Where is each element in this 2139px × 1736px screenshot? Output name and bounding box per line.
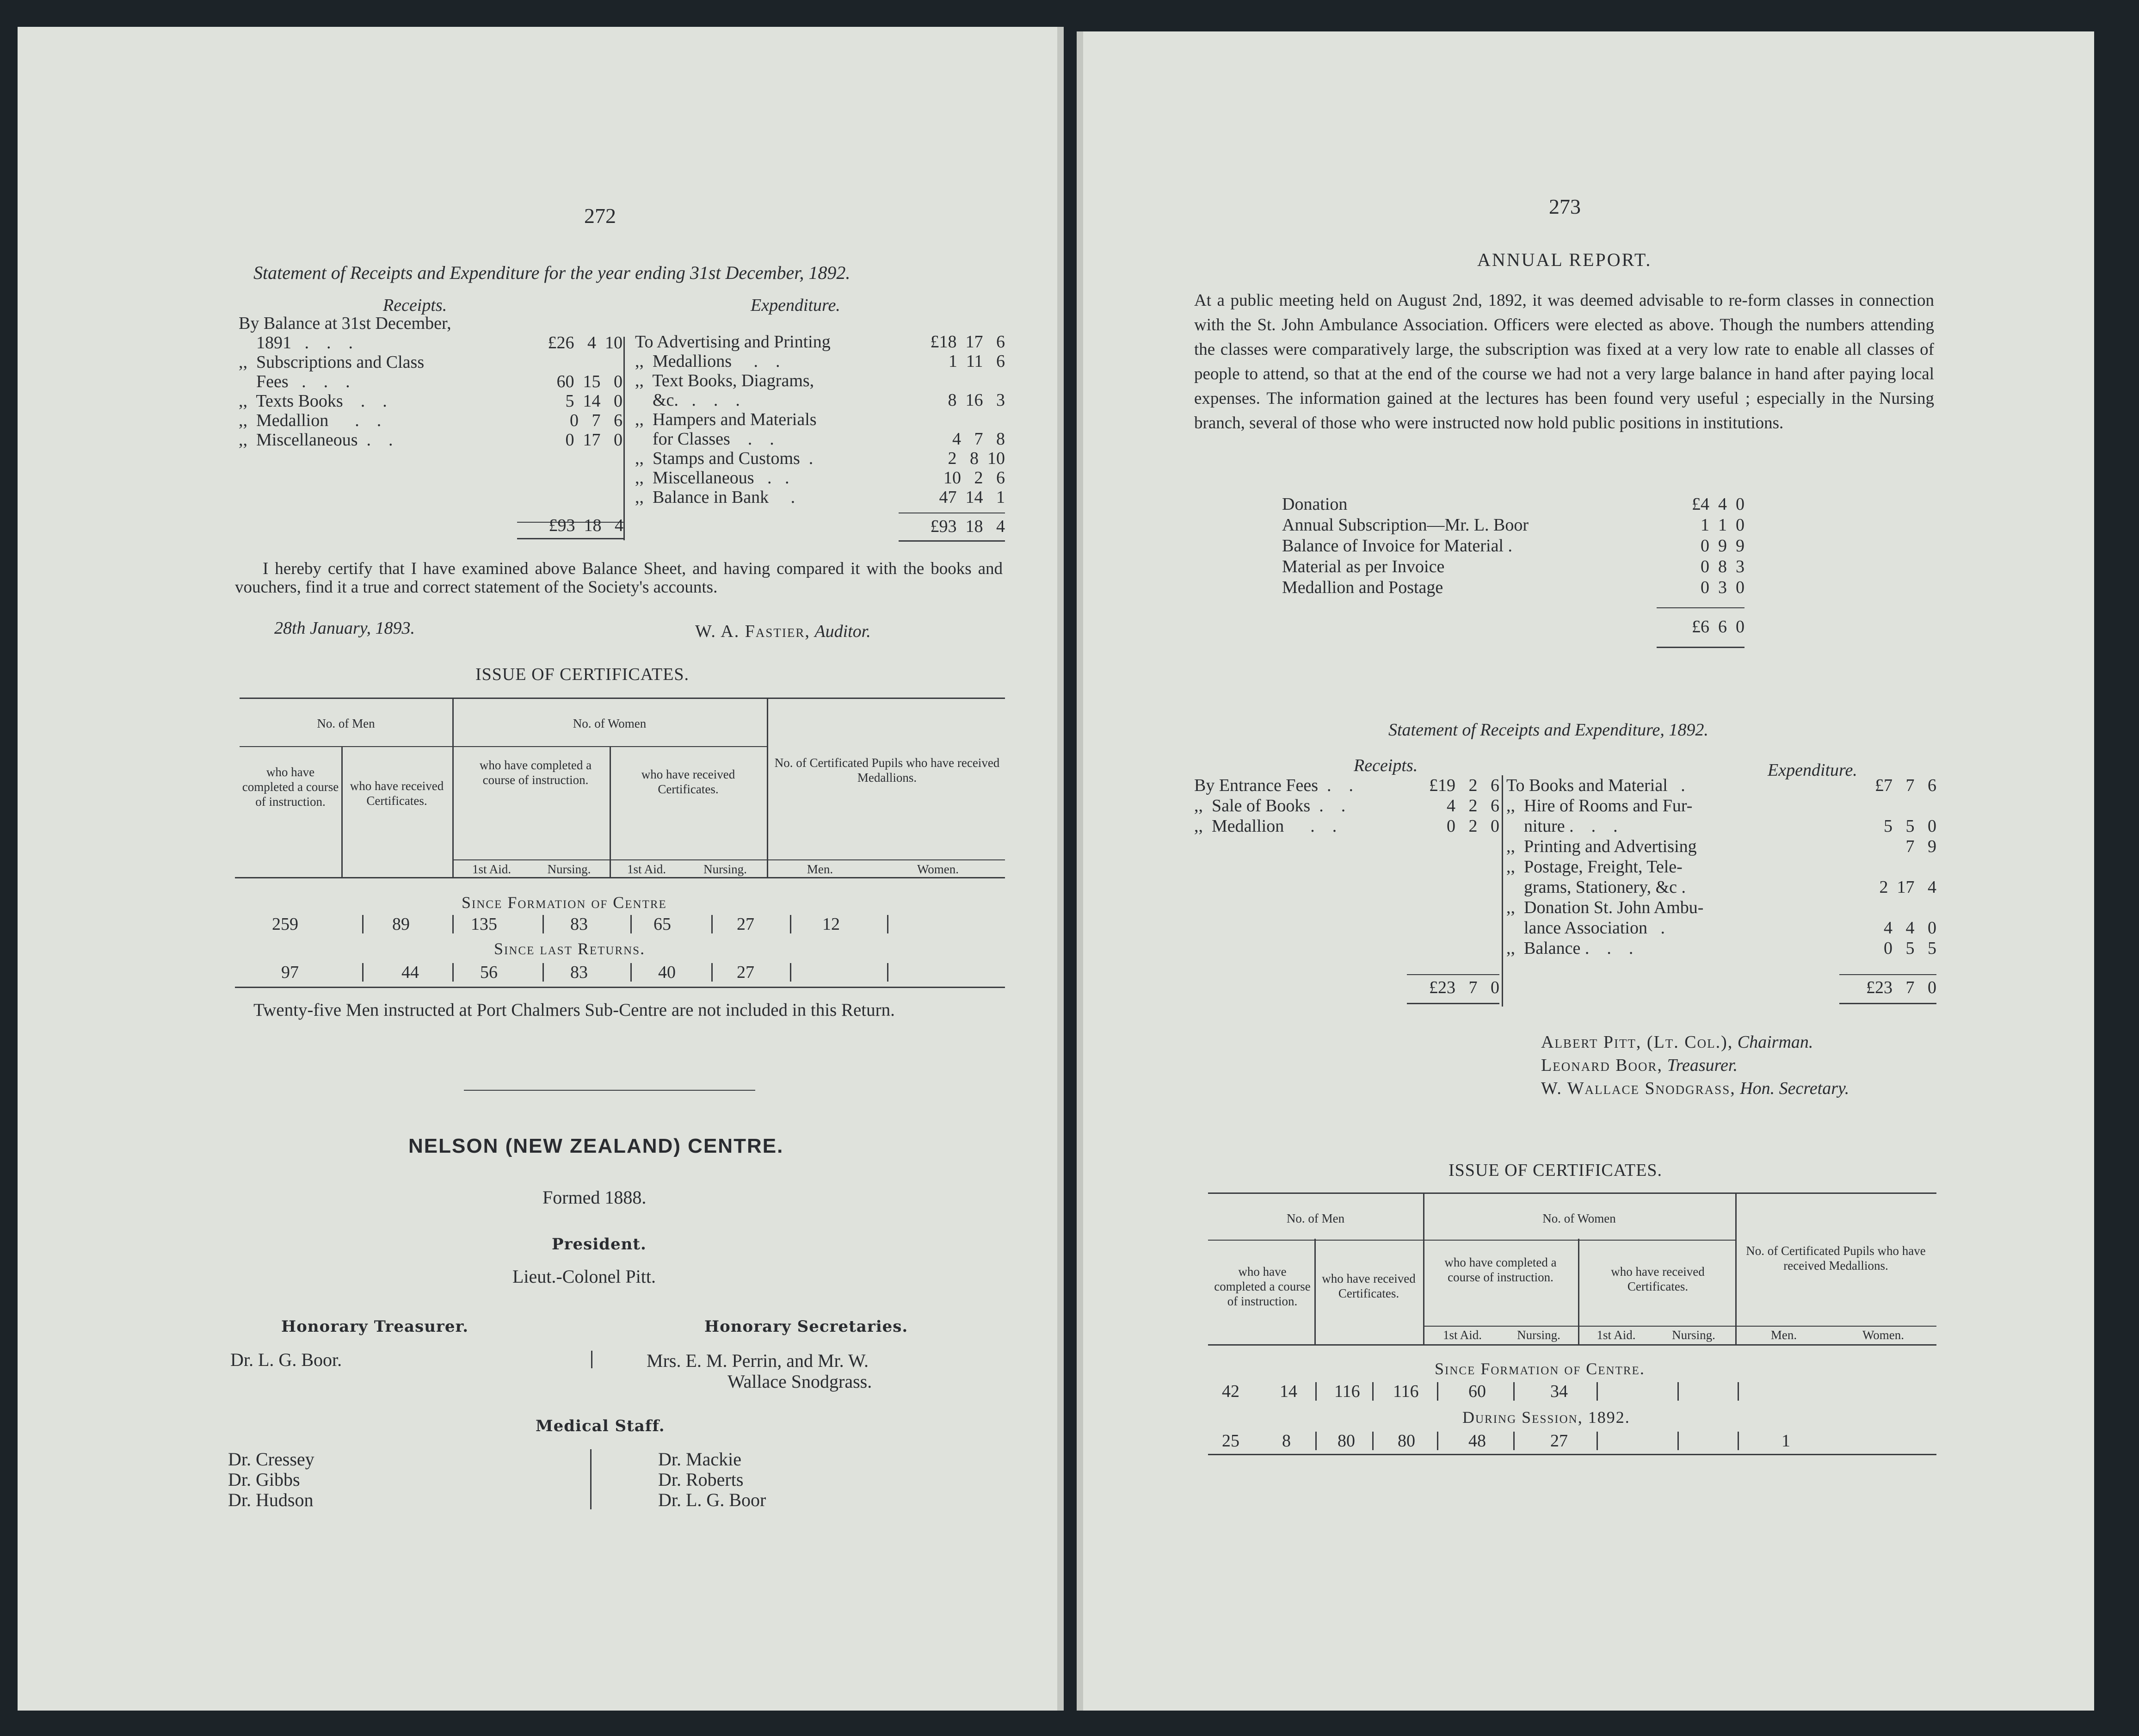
table-rule <box>452 746 767 747</box>
certificates-title: ISSUE OF CERTIFICATES. <box>1449 1161 1663 1180</box>
cell: 89 <box>392 914 410 934</box>
column-separator <box>1738 1382 1739 1401</box>
column-separator <box>362 963 364 982</box>
cell: 80 <box>1398 1431 1415 1451</box>
expenditure-row: grams, Stationery, &c . 2 17 4 <box>1506 877 1936 897</box>
auditor: W. A. Fastier, Auditor. <box>695 622 871 641</box>
column-separator <box>1372 1432 1374 1450</box>
table-end-rule <box>235 987 1005 988</box>
cell: 34 <box>1550 1382 1568 1401</box>
table-rule <box>1423 1326 1936 1327</box>
nursing-header: Nursing. <box>1672 1328 1715 1342</box>
expenditure-row: for Classes . . 4 7 8 <box>635 429 1005 449</box>
women-received-header: who have received Certificates. <box>1611 1265 1705 1293</box>
column-separator <box>1315 1432 1317 1450</box>
receipts-total-rule <box>517 538 623 539</box>
expenditure-row: &c. . . . 8 16 3 <box>635 390 1005 410</box>
expenditure-row: ,, Donation St. John Ambu- <box>1506 898 1704 917</box>
session-label: During Session, 1892. <box>1462 1408 1630 1427</box>
receipts-total: £93 18 4 <box>549 516 623 535</box>
cell: 8 <box>1282 1431 1291 1451</box>
medallions-header: No. of Certificated Pupils who have received Medallions. <box>1746 1244 1926 1273</box>
table-end-rule <box>1208 1454 1936 1455</box>
note: Twenty-five Men instructed at Port Chalmers Sub-Centre are not included in this Return. <box>253 1000 895 1020</box>
column-separator <box>452 963 454 982</box>
expenditure-row: ,, Balance in Bank . 47 14 1 <box>635 488 1005 507</box>
cell: 60 <box>1468 1382 1486 1401</box>
medical-staff-name: Dr. Roberts <box>658 1469 744 1490</box>
certificates-title: ISSUE OF CERTIFICATES. <box>475 665 690 684</box>
first-aid-header: 1st Aid. <box>1597 1328 1636 1342</box>
expenditure-row: lance Association . 4 4 0 <box>1506 918 1936 938</box>
column-separator <box>1437 1382 1438 1401</box>
column-separator <box>887 915 888 933</box>
women-received-header: who have received Certificates. <box>641 767 735 796</box>
table-divider <box>1578 1239 1579 1345</box>
expenditure-row: ,, Hampers and Materials <box>635 410 817 429</box>
signatories <box>1541 1031 1849 1100</box>
column-separator <box>790 963 791 982</box>
men-completed-header: who have completed a course of instruction. <box>242 765 339 809</box>
table-bottom-rule <box>235 877 1005 878</box>
receipt-row: ,, Subscriptions and Class <box>239 352 425 372</box>
nursing-header: Nursing. <box>547 862 591 876</box>
cell: 14 <box>1280 1382 1297 1401</box>
right-page <box>1077 31 2094 1711</box>
column-separator <box>362 915 364 933</box>
table-bottom-rule <box>1208 1344 1936 1346</box>
expenditure-heading: Expenditure. <box>751 296 840 315</box>
men-completed-header: who have completed a course of instruction. <box>1214 1265 1311 1308</box>
cell: 27 <box>1550 1431 1568 1451</box>
expenditure-list <box>616 332 1005 507</box>
column-separator <box>542 963 544 982</box>
medical-heading: Medical Staff. <box>536 1417 665 1435</box>
donation-row: Donation £4 4 0 <box>1282 494 1744 514</box>
column-separator <box>711 915 713 933</box>
table-divider <box>767 698 768 878</box>
donations-total: £6 6 0 <box>1692 617 1744 636</box>
donation-row: Balance of Invoice for Material . 0 9 9 <box>1282 536 1744 556</box>
expenditure-row: ,, Text Books, Diagrams, <box>635 371 814 390</box>
women-completed-header: who have completed a course of instruction. <box>1444 1255 1557 1284</box>
cell: 65 <box>653 914 671 934</box>
treasurer-heading: Honorary Treasurer. <box>281 1317 469 1336</box>
since-formation-label: Since Formation of Centre. <box>1435 1359 1645 1378</box>
expenditure-row: ,, Miscellaneous . . 10 2 6 <box>635 468 1005 488</box>
receipt-row: ,, Medallion . . 0 7 6 <box>239 411 623 430</box>
nursing-header: Nursing. <box>1517 1328 1560 1342</box>
medical-staff-name: Dr. Hudson <box>228 1489 314 1510</box>
expenditure-total-rule <box>899 540 1005 542</box>
receipts-list <box>1194 775 1499 836</box>
men-col-header: Men. <box>1770 1328 1797 1342</box>
men-header: No. of Men <box>317 717 375 730</box>
medical-staff-name: Dr. Gibbs <box>228 1469 300 1490</box>
cell: 12 <box>822 914 840 934</box>
certify-paragraph: I hereby certify that I have examined above Balance Sheet, and having compared it with the books and vouchers, find it a true and correct statement of the Society's accounts. <box>235 559 1003 597</box>
cell: 1 <box>1781 1431 1790 1451</box>
cell: 56 <box>480 963 498 982</box>
medical-staff-name: Dr. Mackie <box>658 1449 741 1470</box>
cell: 97 <box>281 963 299 982</box>
women-header: No. of Women <box>573 717 647 730</box>
donation-row: Medallion and Postage 0 3 0 <box>1282 578 1744 597</box>
receipts-heading: Receipts. <box>1354 756 1418 775</box>
page-number: 273 <box>1549 195 1581 218</box>
first-aid-header: 1st Aid. <box>1442 1328 1482 1342</box>
certify-date: 28th January, 1893. <box>274 618 415 638</box>
table-rule <box>1423 1240 1735 1241</box>
expenditure-row: ,, Medallions . . 1 11 6 <box>635 352 1005 371</box>
table-top-rule <box>1208 1192 1936 1194</box>
statement-title: Statement of Receipts and Expenditure, 1892. <box>1388 720 1708 740</box>
donation-row: Material as per Invoice 0 8 3 <box>1282 557 1744 576</box>
donations-total-rule <box>1657 647 1744 648</box>
since-formation-label: Since Formation of Centre <box>462 893 667 912</box>
women-completed-header: who have completed a course of instruction. <box>479 758 592 787</box>
medical-right <box>658 1449 766 1510</box>
medical-left <box>228 1449 314 1510</box>
receipt-row: 1891 . . . £26 4 10 <box>239 333 623 352</box>
column-separator <box>1738 1432 1739 1450</box>
divider <box>591 1351 592 1368</box>
signatory: W. Wallace Snodgrass, Hon. Secretary. <box>1541 1079 1849 1098</box>
expenditure-row: ,, Postage, Freight, Tele- <box>1506 857 1683 877</box>
expenditure-sum-rule <box>1839 974 1936 975</box>
medical-staff-name: Dr. L. G. Boor <box>658 1489 766 1510</box>
cell: 25 <box>1222 1431 1239 1451</box>
men-received-header: who have received Certificates. <box>1322 1272 1416 1300</box>
receipts-total: £23 7 0 <box>1429 978 1499 997</box>
formed-year: Formed 1888. <box>542 1187 647 1208</box>
receipt-row: ,, Medallion . . 0 2 0 <box>1194 816 1499 836</box>
president: Lieut.-Colonel Pitt. <box>512 1266 656 1287</box>
section-divider <box>464 1090 755 1091</box>
column-separator <box>790 915 791 933</box>
cell: 83 <box>570 963 588 982</box>
expenditure-row: ,, Hire of Rooms and Fur- <box>1506 796 1693 815</box>
donations-list <box>1282 494 1744 598</box>
cell: 135 <box>471 914 497 934</box>
expenditure-total: £23 7 0 <box>1866 978 1936 997</box>
cell: 83 <box>570 914 588 934</box>
secretaries-line2: Wallace Snodgrass. <box>727 1371 872 1392</box>
column-separator <box>452 915 454 933</box>
column-separator <box>711 963 713 982</box>
women-col-header: Women. <box>917 862 959 876</box>
expenditure-row: ,, Stamps and Customs . 2 8 10 <box>635 449 1005 468</box>
cell: 40 <box>658 963 676 982</box>
session-row <box>1208 1431 1936 1454</box>
column-separator <box>1372 1382 1374 1401</box>
cell: 42 <box>1222 1382 1239 1401</box>
table-divider <box>1735 1192 1737 1345</box>
expenditure-heading: Expenditure. <box>1768 760 1857 780</box>
report-paragraph: At a public meeting held on August 2nd, 1892, it was deemed advisable to re-form classes in connection with the St. John Ambulance Association. Officers were elected as above. Though the numbers attending the classes were comparatively large, the subscription was fixed at a very low rate to enable all classes of people to attend, so that at the end of the course we had not a very large balance in hand after paying local expenses. The information gained at the lectures has been found very useful ; especially in the Nursing branch, several of those who were instructed now hold public positions in institutions. <box>1194 291 1934 432</box>
nursing-header: Nursing. <box>703 862 747 876</box>
column-separator <box>542 915 544 933</box>
table-rule <box>452 859 1005 860</box>
table-rule <box>1208 1240 1423 1241</box>
column-separator <box>630 963 632 982</box>
cell: 27 <box>737 963 754 982</box>
table-divider <box>610 746 611 878</box>
expenditure-total: £93 18 4 <box>930 517 1005 536</box>
expenditure-row: ,, Balance . . . 0 5 5 <box>1506 939 1936 958</box>
column-separator <box>1437 1432 1438 1450</box>
divider <box>590 1449 592 1509</box>
men-col-header: Men. <box>807 862 833 876</box>
treasurer: Dr. L. G. Boor. <box>230 1349 342 1370</box>
column-separator <box>1597 1432 1598 1450</box>
statement-title: Statement of Receipts and Expenditure for the year ending 31st December, 1892. <box>253 262 851 283</box>
expenditure-row: ,, Printing and Advertising 7 9 <box>1506 837 1936 856</box>
cell: 27 <box>737 914 754 934</box>
column-separator <box>1315 1382 1317 1401</box>
receipt-row: ,, Miscellaneous . . 0 17 0 <box>239 430 623 450</box>
president-heading: President. <box>552 1235 647 1254</box>
medallions-header: No. of Certificated Pupils who have received Medallions. <box>774 756 1000 785</box>
men-received-header: who have received Certificates. <box>350 779 444 808</box>
women-header: No. of Women <box>1542 1211 1616 1225</box>
expenditure-row: To Books and Material . £7 7 6 <box>1506 776 1936 795</box>
women-col-header: Women. <box>1862 1328 1905 1342</box>
receipt-row: By Balance at 31st December, <box>239 314 451 333</box>
receipt-row: By Entrance Fees . . £19 2 6 <box>1194 776 1499 795</box>
receipt-row: ,, Texts Books . . 5 14 0 <box>239 391 623 411</box>
column-separator <box>887 963 888 982</box>
expenditure-row: To Advertising and Printing £18 17 6 <box>635 332 1005 352</box>
receipt-row: Fees . . . 60 15 0 <box>239 372 623 391</box>
donation-row: Annual Subscription—Mr. L. Boor 1 1 0 <box>1282 515 1744 535</box>
receipts-total-rule <box>1407 1003 1499 1004</box>
expenditure-list <box>1502 775 1936 958</box>
column-separator <box>1597 1382 1598 1401</box>
secretaries-heading: Honorary Secretaries. <box>704 1317 908 1336</box>
cell: 44 <box>401 963 419 982</box>
column-separator <box>630 915 632 933</box>
page-number: 272 <box>584 204 616 228</box>
signatory: Leonard Boor, Treasurer. <box>1541 1056 1738 1075</box>
signatory: Albert Pitt, (Lt. Col.), Chairman. <box>1541 1032 1813 1052</box>
since-returns-row <box>235 962 1005 985</box>
cell: 259 <box>272 914 298 934</box>
secretaries-line1: Mrs. E. M. Perrin, and Mr. W. <box>647 1350 869 1371</box>
centre-title: NELSON (NEW ZEALAND) CENTRE. <box>408 1135 784 1157</box>
column-separator <box>1513 1432 1515 1450</box>
table-divider <box>341 746 343 878</box>
since-formation-row <box>1208 1381 1936 1404</box>
cell: 116 <box>1334 1382 1360 1401</box>
receipt-row: ,, Sale of Books . . 4 2 6 <box>1194 796 1499 815</box>
since-formation-row <box>235 914 1005 937</box>
receipts-sum-rule <box>1407 974 1499 975</box>
receipts-heading: Receipts. <box>383 296 447 315</box>
first-aid-header: 1st Aid. <box>472 862 512 876</box>
column-separator <box>1677 1432 1679 1450</box>
table-rule <box>240 746 452 747</box>
men-header: No. of Men <box>1286 1211 1345 1225</box>
column-separator <box>1513 1382 1515 1401</box>
expenditure-row: niture . . . 5 5 0 <box>1506 816 1936 836</box>
cell: 116 <box>1393 1382 1419 1401</box>
annual-report-title: ANNUAL REPORT. <box>1477 249 1652 270</box>
left-page <box>18 27 1064 1711</box>
column-separator <box>1677 1382 1679 1401</box>
table-top-rule <box>240 698 1005 699</box>
expenditure-total-rule <box>1839 1003 1936 1004</box>
table-divider <box>1314 1239 1316 1345</box>
cell: 48 <box>1468 1431 1486 1451</box>
since-returns-label: Since last Returns. <box>494 939 646 958</box>
medical-staff-name: Dr. Cressey <box>228 1449 314 1470</box>
first-aid-header: 1st Aid. <box>627 862 666 876</box>
cell: 80 <box>1338 1431 1355 1451</box>
donations-sum-rule <box>1657 607 1744 608</box>
receipts-list <box>239 314 623 450</box>
